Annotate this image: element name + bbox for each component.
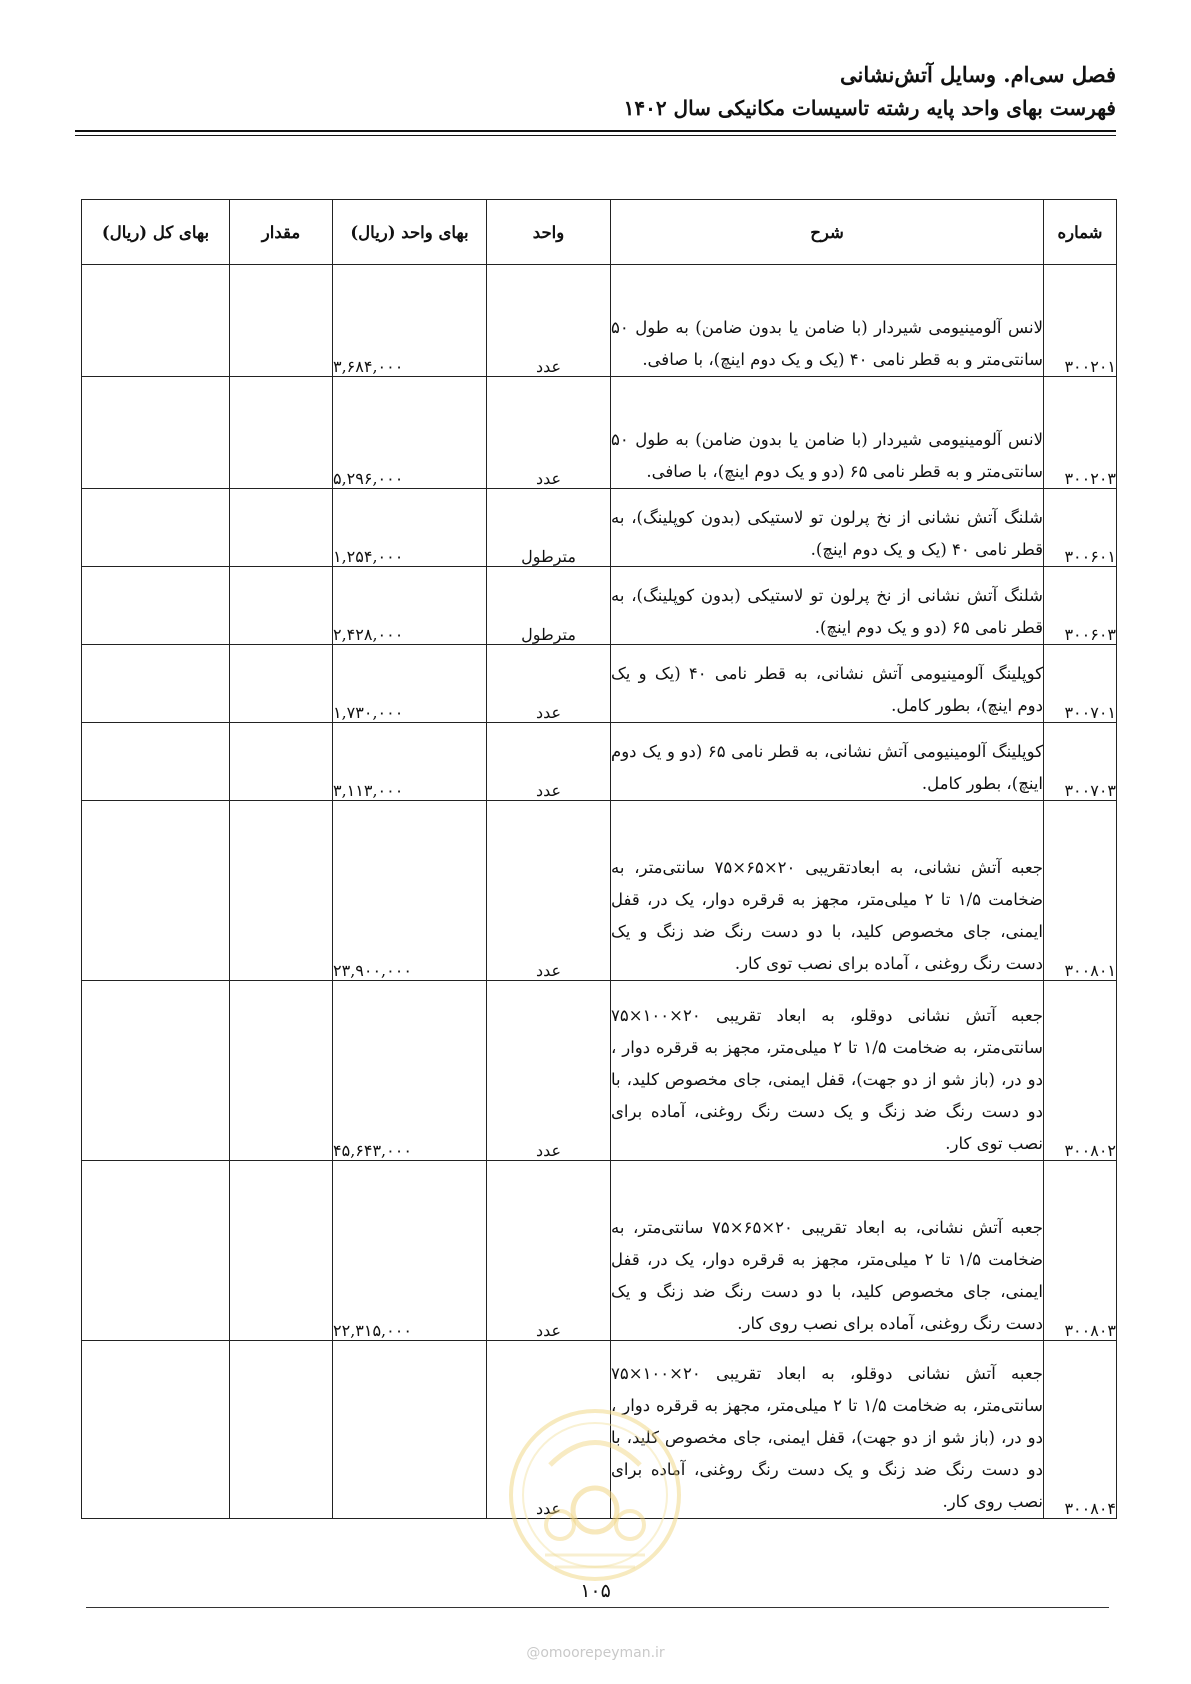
column-header-code: شماره — [1044, 200, 1117, 265]
item-quantity — [230, 723, 333, 801]
item-description: جعبه آتش نشانی، به ابعادتقریبی ۲۰×۶۵×۷۵ سانتی‌متر، به ضخامت ۱/۵ تا ۲ میلی‌متر، مجهز به قرقره دوار، یک در، قفل ایمنی، جای مخصوص کلید، با دو دست رنگ ضد زنگ و یک دست رنگ روغنی ، آماده برای نصب توی کار. — [611, 801, 1044, 981]
item-unit: مترطول — [487, 489, 611, 567]
table-row — [82, 1161, 1117, 1341]
item-description: کوپلینگ آلومینیومی آتش نشانی، به قطر نامی ۴۰ (یک و یک دوم اینچ)، بطور کامل. — [611, 645, 1044, 723]
table-row — [82, 981, 1117, 1161]
table-row — [82, 265, 1117, 377]
item-unit: عدد — [487, 1161, 611, 1341]
item-quantity — [230, 1341, 333, 1519]
item-total — [82, 1341, 230, 1519]
price-list-table — [81, 199, 1117, 1519]
item-unit-price: ۲۳,۹۰۰,۰۰۰ — [333, 801, 487, 981]
item-code: ۳۰۰۲۰۳ — [1044, 377, 1117, 489]
item-total — [82, 981, 230, 1161]
item-code: ۳۰۰۶۰۱ — [1044, 489, 1117, 567]
seal-watermark-icon — [505, 1395, 685, 1595]
item-code: ۳۰۰۸۰۳ — [1044, 1161, 1117, 1341]
item-unit-price: ۱,۷۳۰,۰۰۰ — [333, 645, 487, 723]
table-row — [82, 723, 1117, 801]
item-unit-price: ۲,۴۲۸,۰۰۰ — [333, 567, 487, 645]
item-quantity — [230, 801, 333, 981]
item-unit: مترطول — [487, 567, 611, 645]
table-header-row — [82, 200, 1117, 265]
item-quantity — [230, 489, 333, 567]
column-header-total: بهای کل (ریال) — [82, 200, 230, 265]
item-total — [82, 645, 230, 723]
table-row — [82, 489, 1117, 567]
item-code: ۳۰۰۶۰۳ — [1044, 567, 1117, 645]
item-unit: عدد — [487, 645, 611, 723]
item-total — [82, 265, 230, 377]
item-quantity — [230, 377, 333, 489]
item-total — [82, 801, 230, 981]
footer-rule — [86, 1607, 1109, 1608]
item-total — [82, 489, 230, 567]
item-code: ۳۰۰۸۰۴ — [1044, 1341, 1117, 1519]
page-header — [76, 58, 1116, 124]
item-total — [82, 1161, 230, 1341]
item-unit-price — [333, 1341, 487, 1519]
item-unit-price: ۳,۱۱۳,۰۰۰ — [333, 723, 487, 801]
item-code: ۳۰۰۸۰۱ — [1044, 801, 1117, 981]
item-description: لانس آلومینیومی شیردار (با ضامن یا بدون ضامن) به طول ۵۰ سانتی‌متر و به قطر نامی ۶۵ (دو و یک دوم اینچ)، با صافی. — [611, 377, 1044, 489]
item-total — [82, 377, 230, 489]
item-unit: عدد — [487, 801, 611, 981]
item-unit: عدد — [487, 1341, 611, 1519]
item-total — [82, 723, 230, 801]
item-quantity — [230, 645, 333, 723]
item-quantity — [230, 1161, 333, 1341]
item-code: ۳۰۰۷۰۱ — [1044, 645, 1117, 723]
header-rule-thick — [75, 130, 1116, 132]
table-row — [82, 567, 1117, 645]
item-description: جعبه آتش نشانی دوقلو، به ابعاد تقریبی ۲۰×۱۰۰×۷۵ سانتی‌متر، به ضخامت ۱/۵ تا ۲ میلی‌متر، مجهز به قرقره دوار ، دو در، (باز شو از دو جهت)، قفل ایمنی، جای مخصوص کلید، با دو دست رنگ ضد زنگ و یک دست رنگ روغنی، آماده برای نصب روی کار. — [611, 1341, 1044, 1519]
column-header-unit: واحد — [487, 200, 611, 265]
page-number: ۱۰۵ — [580, 1580, 611, 1602]
item-quantity — [230, 567, 333, 645]
item-description: جعبه آتش نشانی، به ابعاد تقریبی ۲۰×۶۵×۷۵ سانتی‌متر، به ضخامت ۱/۵ تا ۲ میلی‌متر، مجهز به قرقره دوار، یک در، قفل ایمنی، جای مخصوص کلید، با دو دست رنگ ضد زنگ و یک دست رنگ روغنی، آماده برای نصب روی کار. — [611, 1161, 1044, 1341]
table-row — [82, 377, 1117, 489]
item-description: شلنگ آتش نشانی از نخ پرلون تو لاستیکی (بدون کوپلینگ)، به قطر نامی ۶۵ (دو و یک دوم اینچ). — [611, 567, 1044, 645]
item-unit: عدد — [487, 981, 611, 1161]
item-code: ۳۰۰۸۰۲ — [1044, 981, 1117, 1161]
item-total — [82, 567, 230, 645]
item-quantity — [230, 981, 333, 1161]
table-row — [82, 645, 1117, 723]
item-unit: عدد — [487, 265, 611, 377]
table-row — [82, 801, 1117, 981]
item-description: لانس آلومینیومی شیردار (با ضامن یا بدون ضامن) به طول ۵۰ سانتی‌متر و به قطر نامی ۴۰ (یک و یک دوم اینچ)، با صافی. — [611, 265, 1044, 377]
item-description: شلنگ آتش نشانی از نخ پرلون تو لاستیکی (بدون کوپلینگ)، به قطر نامی ۴۰ (یک و یک دوم اینچ). — [611, 489, 1044, 567]
column-header-quantity: مقدار — [230, 200, 333, 265]
item-unit-price: ۵,۲۹۶,۰۰۰ — [333, 377, 487, 489]
item-unit-price: ۳,۶۸۴,۰۰۰ — [333, 265, 487, 377]
item-unit: عدد — [487, 723, 611, 801]
document-subtitle: فهرست بهای واحد پایه رشته تاسیسات مکانیکی سال ۱۴۰۲ — [623, 96, 1116, 120]
chapter-title: فصل سی‌ام. وسایل آتش‌نشانی — [840, 62, 1116, 87]
item-unit-price: ۲۲,۳۱۵,۰۰۰ — [333, 1161, 487, 1341]
item-quantity — [230, 265, 333, 377]
item-description: کوپلینگ آلومینیومی آتش نشانی، به قطر نامی ۶۵ (دو و یک دوم اینچ)، بطور کامل. — [611, 723, 1044, 801]
item-unit-price: ۱,۲۵۴,۰۰۰ — [333, 489, 487, 567]
item-unit: عدد — [487, 377, 611, 489]
website-watermark: @omoorepeyman.ir — [526, 1645, 665, 1661]
item-description: جعبه آتش نشانی دوقلو، به ابعاد تقریبی ۲۰×۱۰۰×۷۵ سانتی‌متر، به ضخامت ۱/۵ تا ۲ میلی‌متر، مجهز به قرقره دوار ، دو در، (باز شو از دو جهت)، قفل ایمنی، جای مخصوص کلید، با دو دست رنگ ضد زنگ و یک دست رنگ روغنی، آماده برای نصب توی کار. — [611, 981, 1044, 1161]
item-unit-price: ۴۵,۶۴۳,۰۰۰ — [333, 981, 487, 1161]
item-code: ۳۰۰۷۰۳ — [1044, 723, 1117, 801]
header-rule-thin — [75, 135, 1116, 136]
item-code: ۳۰۰۲۰۱ — [1044, 265, 1117, 377]
column-header-description: شرح — [611, 200, 1044, 265]
column-header-unit-price: بهای واحد (ریال) — [333, 200, 487, 265]
